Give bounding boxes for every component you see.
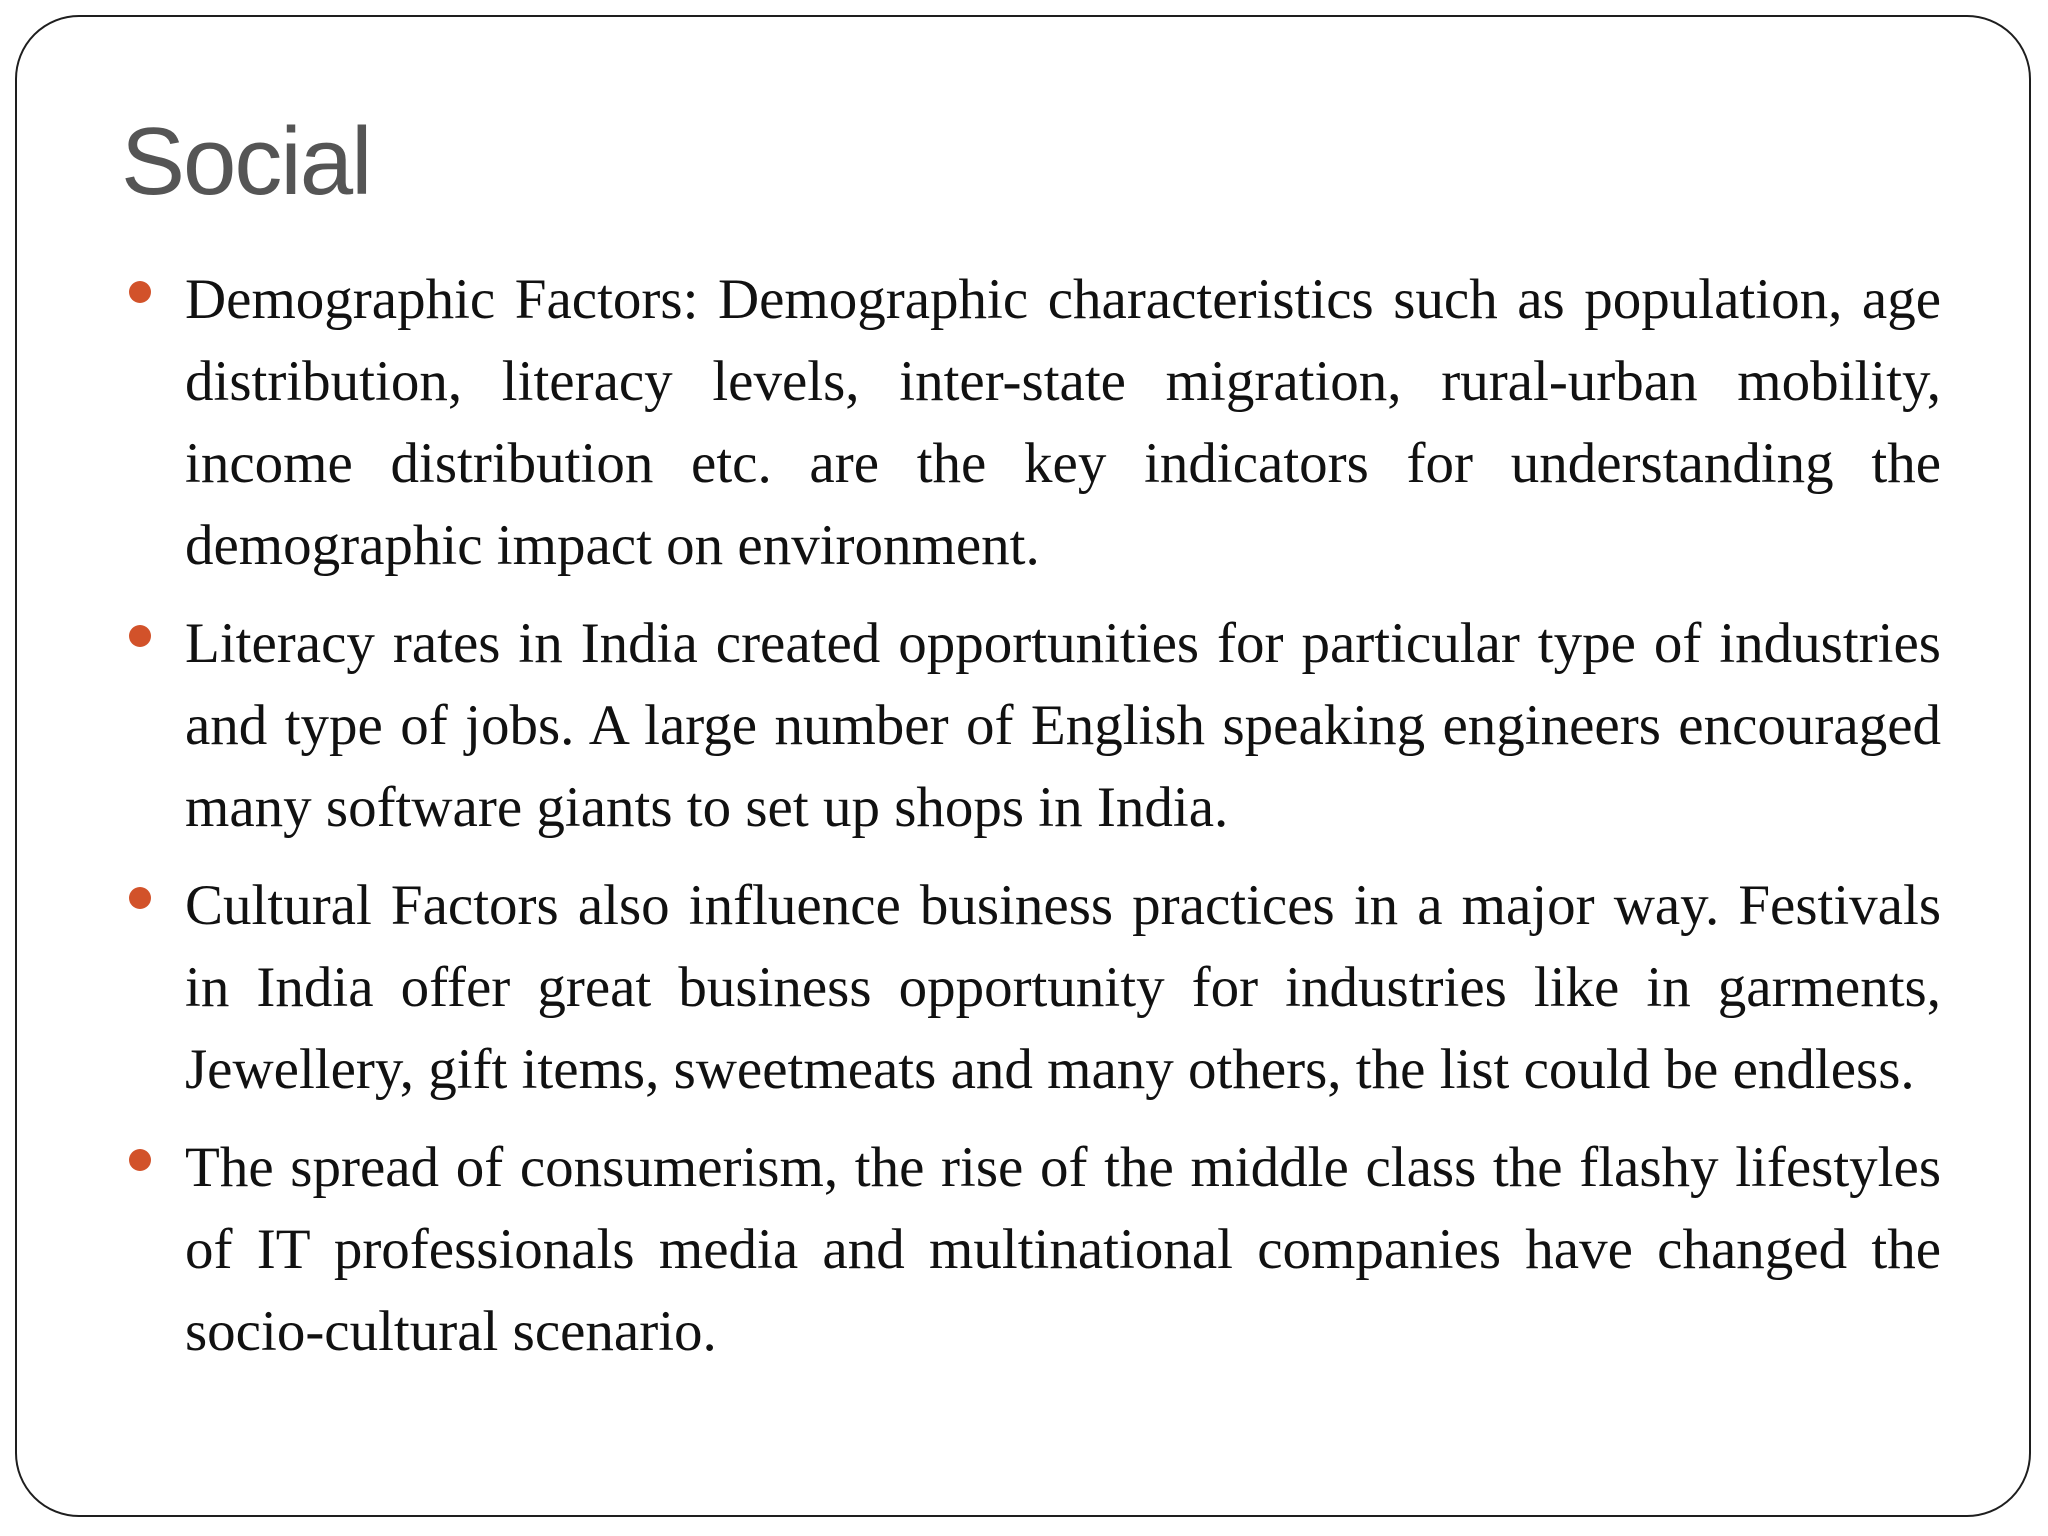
bullet-item-consumerism [185, 1127, 1941, 1373]
bullet-text: Cultural Factors also influence business practices in a major way. Festivals in India offer great business opportunity for industries like in garments, Jewellery, gift items, sweetmeats and many others, the list could be endless. [185, 874, 1941, 1101]
bullet-item-demographic-factors [185, 259, 1941, 587]
slide-frame [15, 15, 2031, 1517]
bullet-item-literacy-rates [185, 603, 1941, 849]
bullet-dot-icon [129, 1149, 151, 1171]
bullet-item-cultural-factors [185, 865, 1941, 1111]
bullet-text: Demographic Factors: Demographic characteristics such as population, age distribution, literacy levels, inter-state migration, rural-urban mobility, income distribution etc. are the key indicators for understanding the demographic impact on environment. [185, 268, 1941, 577]
slide-title: Social [121, 108, 371, 215]
bullet-dot-icon [129, 281, 151, 303]
bullet-list [185, 259, 1941, 1389]
bullet-dot-icon [129, 625, 151, 647]
bullet-text: Literacy rates in India created opportunities for particular type of industries and type of jobs. A large number of English speaking engineers encouraged many software giants to set up shops in India. [185, 612, 1941, 839]
bullet-dot-icon [129, 887, 151, 909]
bullet-text: The spread of consumerism, the rise of the middle class the flashy lifestyles of IT professionals media and multinational companies have changed the socio-cultural scenario. [185, 1136, 1941, 1363]
